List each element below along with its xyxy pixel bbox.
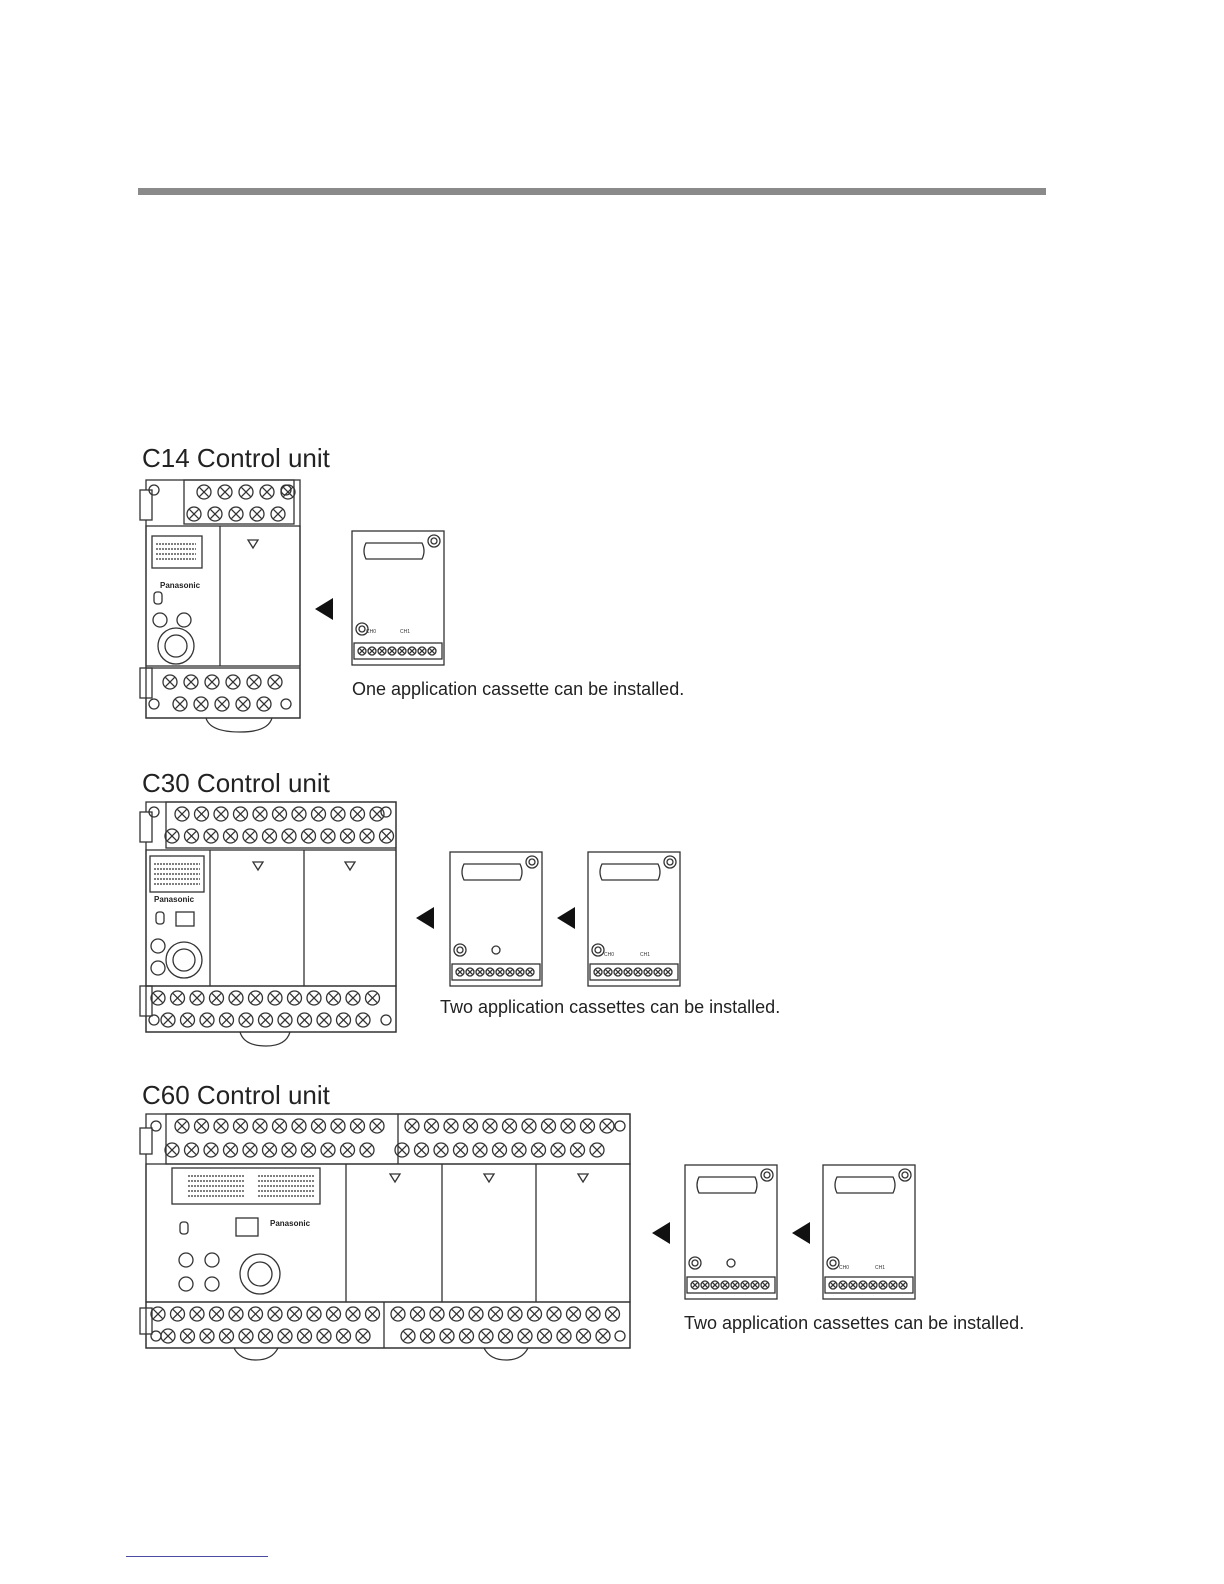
c30-control-unit-drawing xyxy=(140,800,402,1048)
section-title-c30: C30 Control unit xyxy=(142,768,330,798)
cassette-ch1-label: CH1 xyxy=(400,629,411,635)
brand-label-c14: Panasonic xyxy=(160,581,201,590)
c60-control-unit-drawing xyxy=(140,1112,636,1362)
application-cassette-drawing xyxy=(448,850,544,988)
arrow-left-icon xyxy=(555,905,577,931)
arrow-left-icon xyxy=(650,1220,672,1246)
application-cassette-drawing xyxy=(350,529,446,667)
brand-label-c30: Panasonic xyxy=(154,895,195,904)
cassette-ch1-label: CH1 xyxy=(640,952,651,958)
cassette-ch0-label: CH0 xyxy=(366,629,377,635)
arrow-left-icon xyxy=(414,905,436,931)
arrow-left-icon xyxy=(313,596,335,622)
application-cassette-drawing xyxy=(821,1163,917,1301)
header-rule xyxy=(138,188,1046,195)
caption-c14: One application cassette can be installed. xyxy=(352,679,685,699)
application-cassette-drawing xyxy=(586,850,682,988)
caption-c30: Two application cassettes can be installed. xyxy=(440,997,781,1017)
caption-c60: Two application cassettes can be installed. xyxy=(684,1313,1025,1333)
application-cassette-drawing xyxy=(683,1163,779,1301)
section-title-c60: C60 Control unit xyxy=(142,1080,330,1110)
cassette-ch0-label: CH0 xyxy=(604,952,615,958)
cassette-ch0-label: CH0 xyxy=(839,1265,850,1271)
cassette-ch1-label: CH1 xyxy=(875,1265,886,1271)
brand-label-c60: Panasonic xyxy=(270,1219,311,1228)
arrow-left-icon xyxy=(790,1220,812,1246)
footer-rule xyxy=(126,1556,268,1557)
c14-control-unit-drawing xyxy=(140,478,310,736)
section-title-c14: C14 Control unit xyxy=(142,443,330,473)
